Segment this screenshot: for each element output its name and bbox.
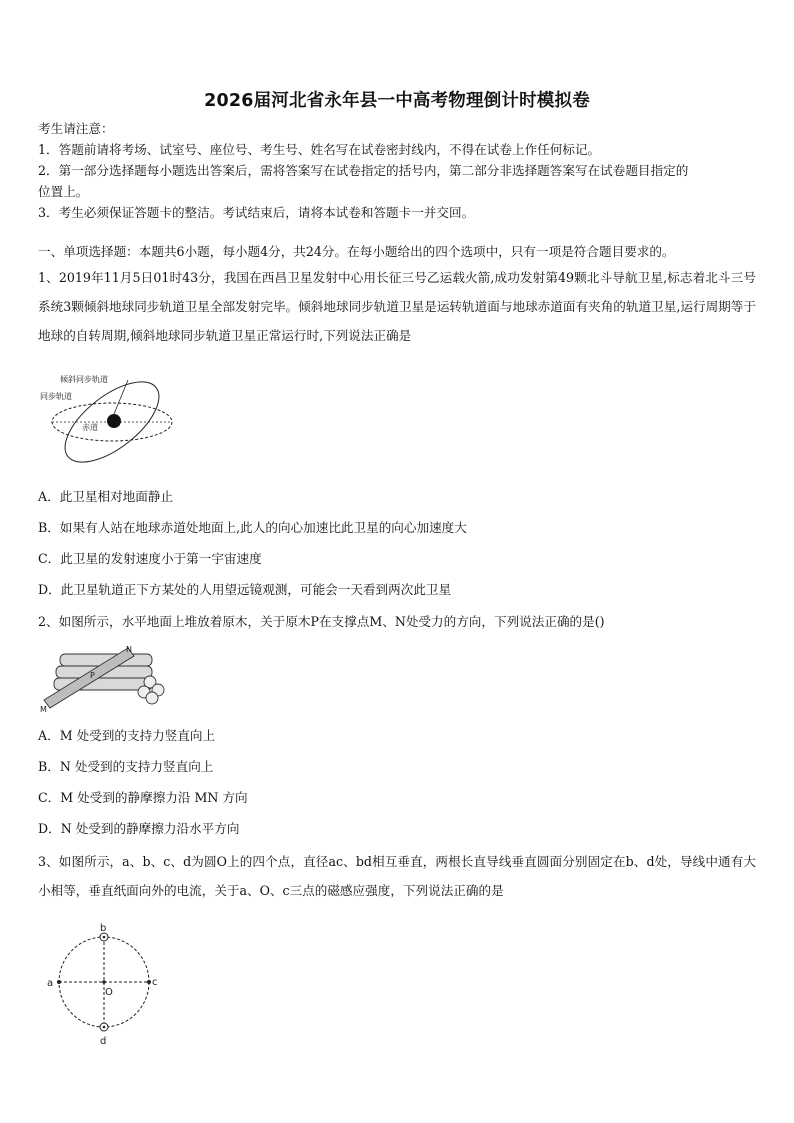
point-a [57, 980, 61, 984]
label-d: d [100, 1036, 107, 1047]
current-out-d-icon [103, 1026, 106, 1029]
question-1-option-c: C．此卫星的发射速度小于第一宇宙速度 [38, 551, 262, 566]
notice-item-3: 3．考生必须保证答题卡的整洁。考试结束后，请将本试卷和答题卡一并交回。 [38, 205, 475, 220]
label-c: c [152, 977, 158, 988]
orbit-figure [38, 362, 178, 470]
label-leader-1 [114, 380, 128, 414]
section-heading: 一、单项选择题：本题共6小题，每小题4分，共24分。在每小题给出的四个选项中，只有一项是符合题目要求的。 [38, 244, 675, 259]
logs-figure [38, 642, 168, 714]
label-m: M [40, 705, 47, 714]
notice-item-2: 2．第一部分选择题每小题选出答案后，需将答案写在试卷指定的括号内，第二部分非选择题答案写在试卷题目指定的 [38, 163, 689, 178]
question-1-option-b: B．如果有人站在地球赤道处地面上,此人的向心加速比此卫星的向心加速度大 [38, 520, 467, 535]
current-out-b-icon [103, 936, 106, 939]
exam-title: 2026届河北省永年县一中高考物理倒计时模拟卷 [204, 91, 590, 111]
point-o [102, 980, 106, 984]
label-o: O [105, 987, 113, 998]
question-1-option-a: A．此卫星相对地面静止 [38, 489, 174, 504]
label-n: N [126, 645, 132, 654]
label-inclined-orbit: 倾斜同步轨道 [60, 375, 108, 384]
question-2-option-a: A．M 处受到的支持力竖直向上 [38, 728, 216, 743]
label-a: a [47, 978, 54, 989]
question-3-stem: 3、如图所示，a、b、c、d为圆O上的四个点，直径ac、bd相互垂直，两根长直导线垂直圆面分别固定在b、d处，导线中通有大小相等，垂直纸面向外的电流，关于a、O、c三点的磁感应强度，下列说法正确的是 [38, 854, 756, 898]
label-b: b [100, 923, 107, 934]
label-p: P [90, 671, 95, 680]
question-2-option-c: C．M 处受到的静摩擦力沿 MN 方向 [38, 790, 248, 805]
log-end-4 [146, 692, 158, 704]
point-c [147, 980, 151, 984]
question-2-stem: 2、如图所示，水平地面上堆放着原木，关于原木P在支撑点M、N处受力的方向，下列说法正确的是() [38, 614, 605, 629]
earth-icon [107, 414, 121, 428]
label-sync-orbit: 同步轨道 [40, 392, 72, 401]
notice-heading: 考生请注意： [38, 121, 114, 136]
label-equator: 赤道 [82, 423, 98, 432]
question-1-option-d: D．此卫星轨道正下方某处的人用望远镜观测，可能会一天看到两次此卫星 [38, 582, 452, 597]
question-2-option-b: B．N 处受到的支持力竖直向上 [38, 759, 214, 774]
notice-item-1: 1．答题前请将考场、试室号、座位号、考生号、姓名写在试卷密封线内，不得在试卷上作任何标记。 [38, 142, 601, 157]
question-1-stem: 1、2019年11月5日01时43分，我国在西昌卫星发射中心用长征三号乙运载火箭,成功发射第49颗北斗导航卫星,标志着北斗三号系统3颗倾斜地球同步轨道卫星全部发射完毕。倾斜地球同步轨道卫星是运转轨道面与地球赤道面有夹角的轨道卫星,运行周期等于地球的自转周期,倾斜地球同步轨道卫星正常运行时,下列说法正确是 [38, 270, 756, 343]
circle-figure [40, 920, 170, 1050]
notice-item-2-cont: 位置上。 [38, 184, 89, 199]
question-2-option-d: D．N 处受到的静摩擦力沿水平方向 [38, 821, 240, 836]
